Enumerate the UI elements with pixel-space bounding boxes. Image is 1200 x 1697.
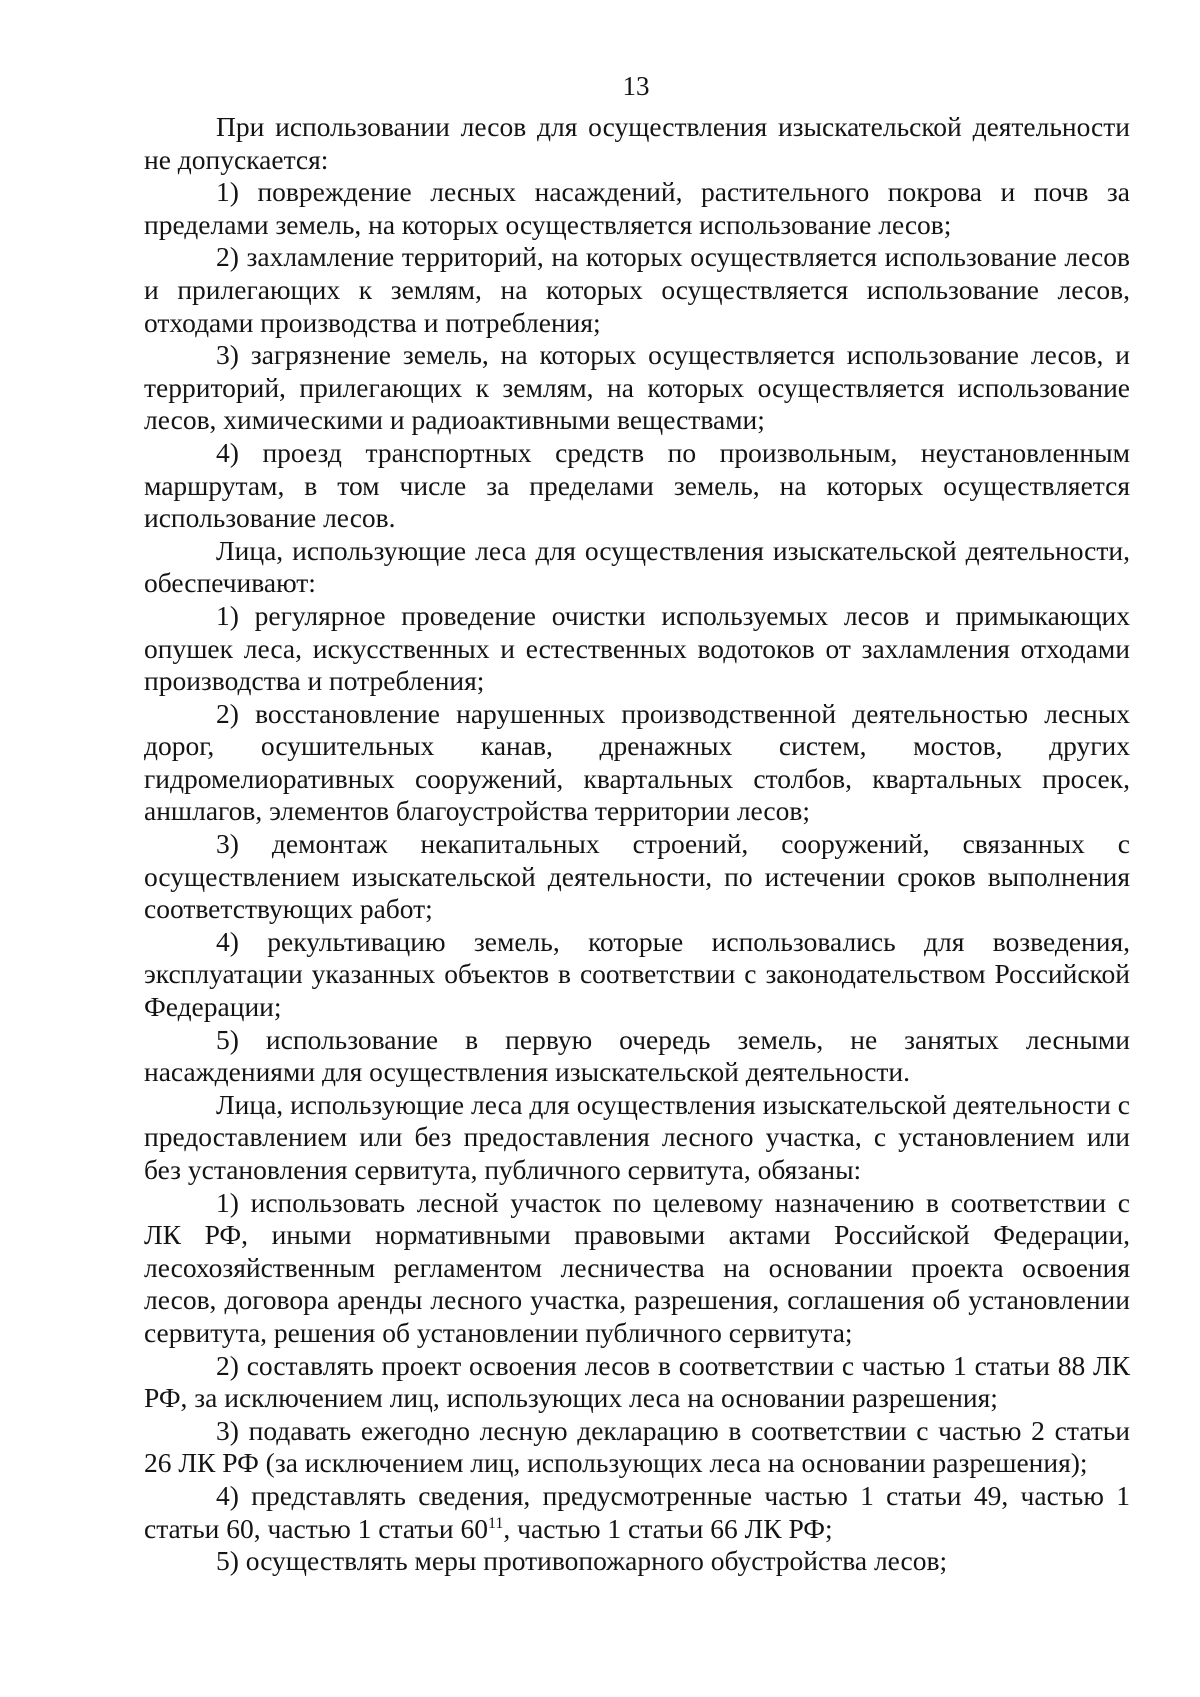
paragraph: 3) подавать ежегодно лесную декларацию в соответствии с частью 2 статьи 26 ЛК РФ (за исключением лиц, использующих леса на основании разрешения); (144, 1414, 1130, 1479)
paragraph: Лица, использующие леса для осуществления изыскательской деятельности, обеспечивают: (144, 534, 1130, 599)
paragraph: 2) составлять проект освоения лесов в соответствии с частью 1 статьи 88 ЛК РФ, за исключением лиц, использующих леса на основании разрешения; (144, 1349, 1130, 1414)
paragraph: 3) загрязнение земель, на которых осуществляется использование лесов, и территорий, прилегающих к землям, на которых осуществляется использование лесов, химическими и радиоактивными веществами; (144, 339, 1130, 436)
paragraph: 4) рекультивацию земель, которые использовались для возведения, эксплуатации указанных объектов в соответствии с законодательством Российской Федерации; (144, 925, 1130, 1023)
paragraph: Лица, использующие леса для осуществления изыскательской деятельности с предоставлением или без предоставления лесного участка, с установлением или без установления сервитута, публичного сервитута, обязаны: (144, 1088, 1130, 1185)
paragraph: 1) повреждение лесных насаждений, растительного покрова и почв за пределами земель, на которых осуществляется использование лесов; (144, 176, 1130, 240)
paragraph-text: , частью 1 статьи 66 ЛК РФ; (503, 1512, 833, 1544)
paragraph-text: 4) представлять сведения, предусмотренные частью 1 статьи 49, частью 1 статьи 60, частью 1 статьи 60 (144, 1479, 1130, 1544)
paragraph: 4) проезд транспортных средств по произвольным, неустановленным маршрутам, в том числе за пределами земель, на которых осуществляется использование лесов. (144, 436, 1130, 534)
paragraph: 2) захламление территорий, на которых осуществляется использование лесов и прилегающих к землям, на которых осуществляется использование лесов, отходами производства и потребления; (144, 241, 1130, 338)
document-body (144, 111, 1130, 1578)
paragraph: 5) осуществлять меры противопожарного обустройства лесов; (216, 1545, 948, 1577)
paragraph: 5) использование в первую очередь земель, не занятых лесными насаждениями для осуществления изыскательской деятельности. (144, 1023, 1130, 1088)
paragraph: 1) регулярное проведение очистки используемых лесов и примыкающих опушек леса, искусственных и естественных водотоков от захламления отходами производства и потребления; (144, 599, 1130, 697)
paragraph: 1) использовать лесной участок по целевому назначению в соответствии с ЛК РФ, иными нормативными правовыми актами Российской Федерации, лесохозяйственным регламентом лесничества на основании проекта освоения лесов, договора аренды лесного участка, разрешения, соглашения об установлении сервитута, решения об установлении публичного сервитута; (144, 1186, 1130, 1348)
paragraph-with-superscript (144, 1480, 1130, 1545)
paragraph: При использовании лесов для осуществления изыскательской деятельности не допускается: (144, 111, 1130, 175)
paragraph: 3) демонтаж некапитальных строений, сооружений, связанных с осуществлением изыскательской деятельности, по истечении сроков выполнения соответствующих работ; (144, 828, 1130, 925)
superscript: 11 (488, 1514, 504, 1532)
page-number: 13 (622, 71, 650, 101)
paragraph: 2) восстановление нарушенных производственной деятельностью лесных дорог, осушительных канав, дренажных систем, мостов, других гидромелиоративных сооружений, квартальных столбов, квартальных просек, аншлагов, элементов благоустройства территории лесов; (144, 697, 1130, 827)
